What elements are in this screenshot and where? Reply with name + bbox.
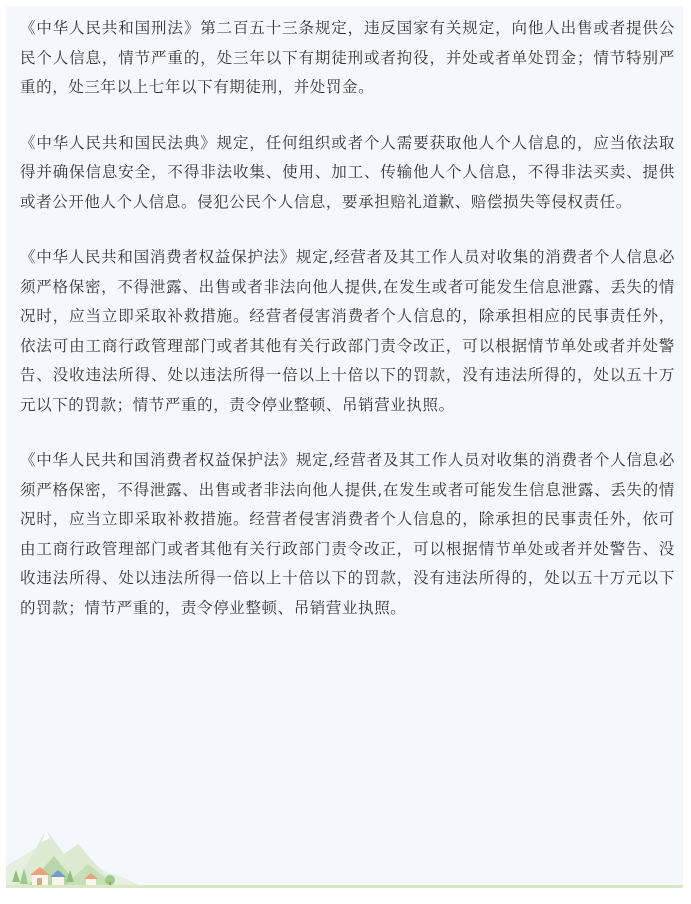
ground-divider — [6, 885, 683, 888]
paragraph-criminal-law: 《中华人民共和国刑法》第二百五十三条规定，违反国家有关规定，向他人出售或者提供公民个人信息，情节严重的，处三年以下有期徒刑或者拘役，并处或者单处罚金；情节特别严重的，处三年以上七年以下有期徒刑，并处罚金。 — [20, 19, 675, 96]
article-page — [6, 6, 683, 888]
paragraph-civil-code: 《中华人民共和国民法典》规定，任何组织或者个人需要获取他人个人信息的，应当依法取得并确保信息安全，不得非法收集、使用、加工、传输他人个人信息，不得非法买卖、提供或者公开他人个人信息。侵犯公民个人信息，要承担赔礼道歉、赔偿损失等侵权责任。 — [20, 133, 675, 211]
paragraph-consumer-law-1: 《中华人民共和国消费者权益保护法》规定,经营者及其工作人员对收集的消费者个人信息必须严格保密，不得泄露、出售或者非法向他人提供,在发生或者可能发生信息泄露、丢失的情况时，应当立即采取补救措施。经营者侵害消费者个人信息的，除承担相应的民事责任外，依法可由工商行政管理部门或者其他有关行政部门责令改正，可以根据情节单处或者并处警告、没收违法所得、处以违法所得一倍以上十倍以下的罚款，没有违法所得的，处以五十万元以下的罚款；情节严重的，责令停业整顿、吊销营业执照。 — [20, 248, 675, 414]
paragraph-consumer-law-2: 《中华人民共和国消费者权益保护法》规定,经营者及其工作人员对收集的消费者个人信息必须严格保密，不得泄露、出售或者非法向他人提供,在发生或者可能发生信息泄露、丢失的情况时，应当立即采取补救措施。经营者侵害消费者个人信息的，除承担的民事责任外，依可由工商行政管理部门或者其他有关行政部门责令改正，可以根据情节单处或者并处警告、没收违法所得、处以违法所得一倍以上十倍以下的罚款，没有违法所得的，处以五十万元以下的罚款；情节严重的，责令停业整顿、吊销营业执照。 — [20, 451, 675, 617]
mountain-village-scenery-icon — [6, 808, 146, 888]
article-body — [20, 14, 675, 649]
